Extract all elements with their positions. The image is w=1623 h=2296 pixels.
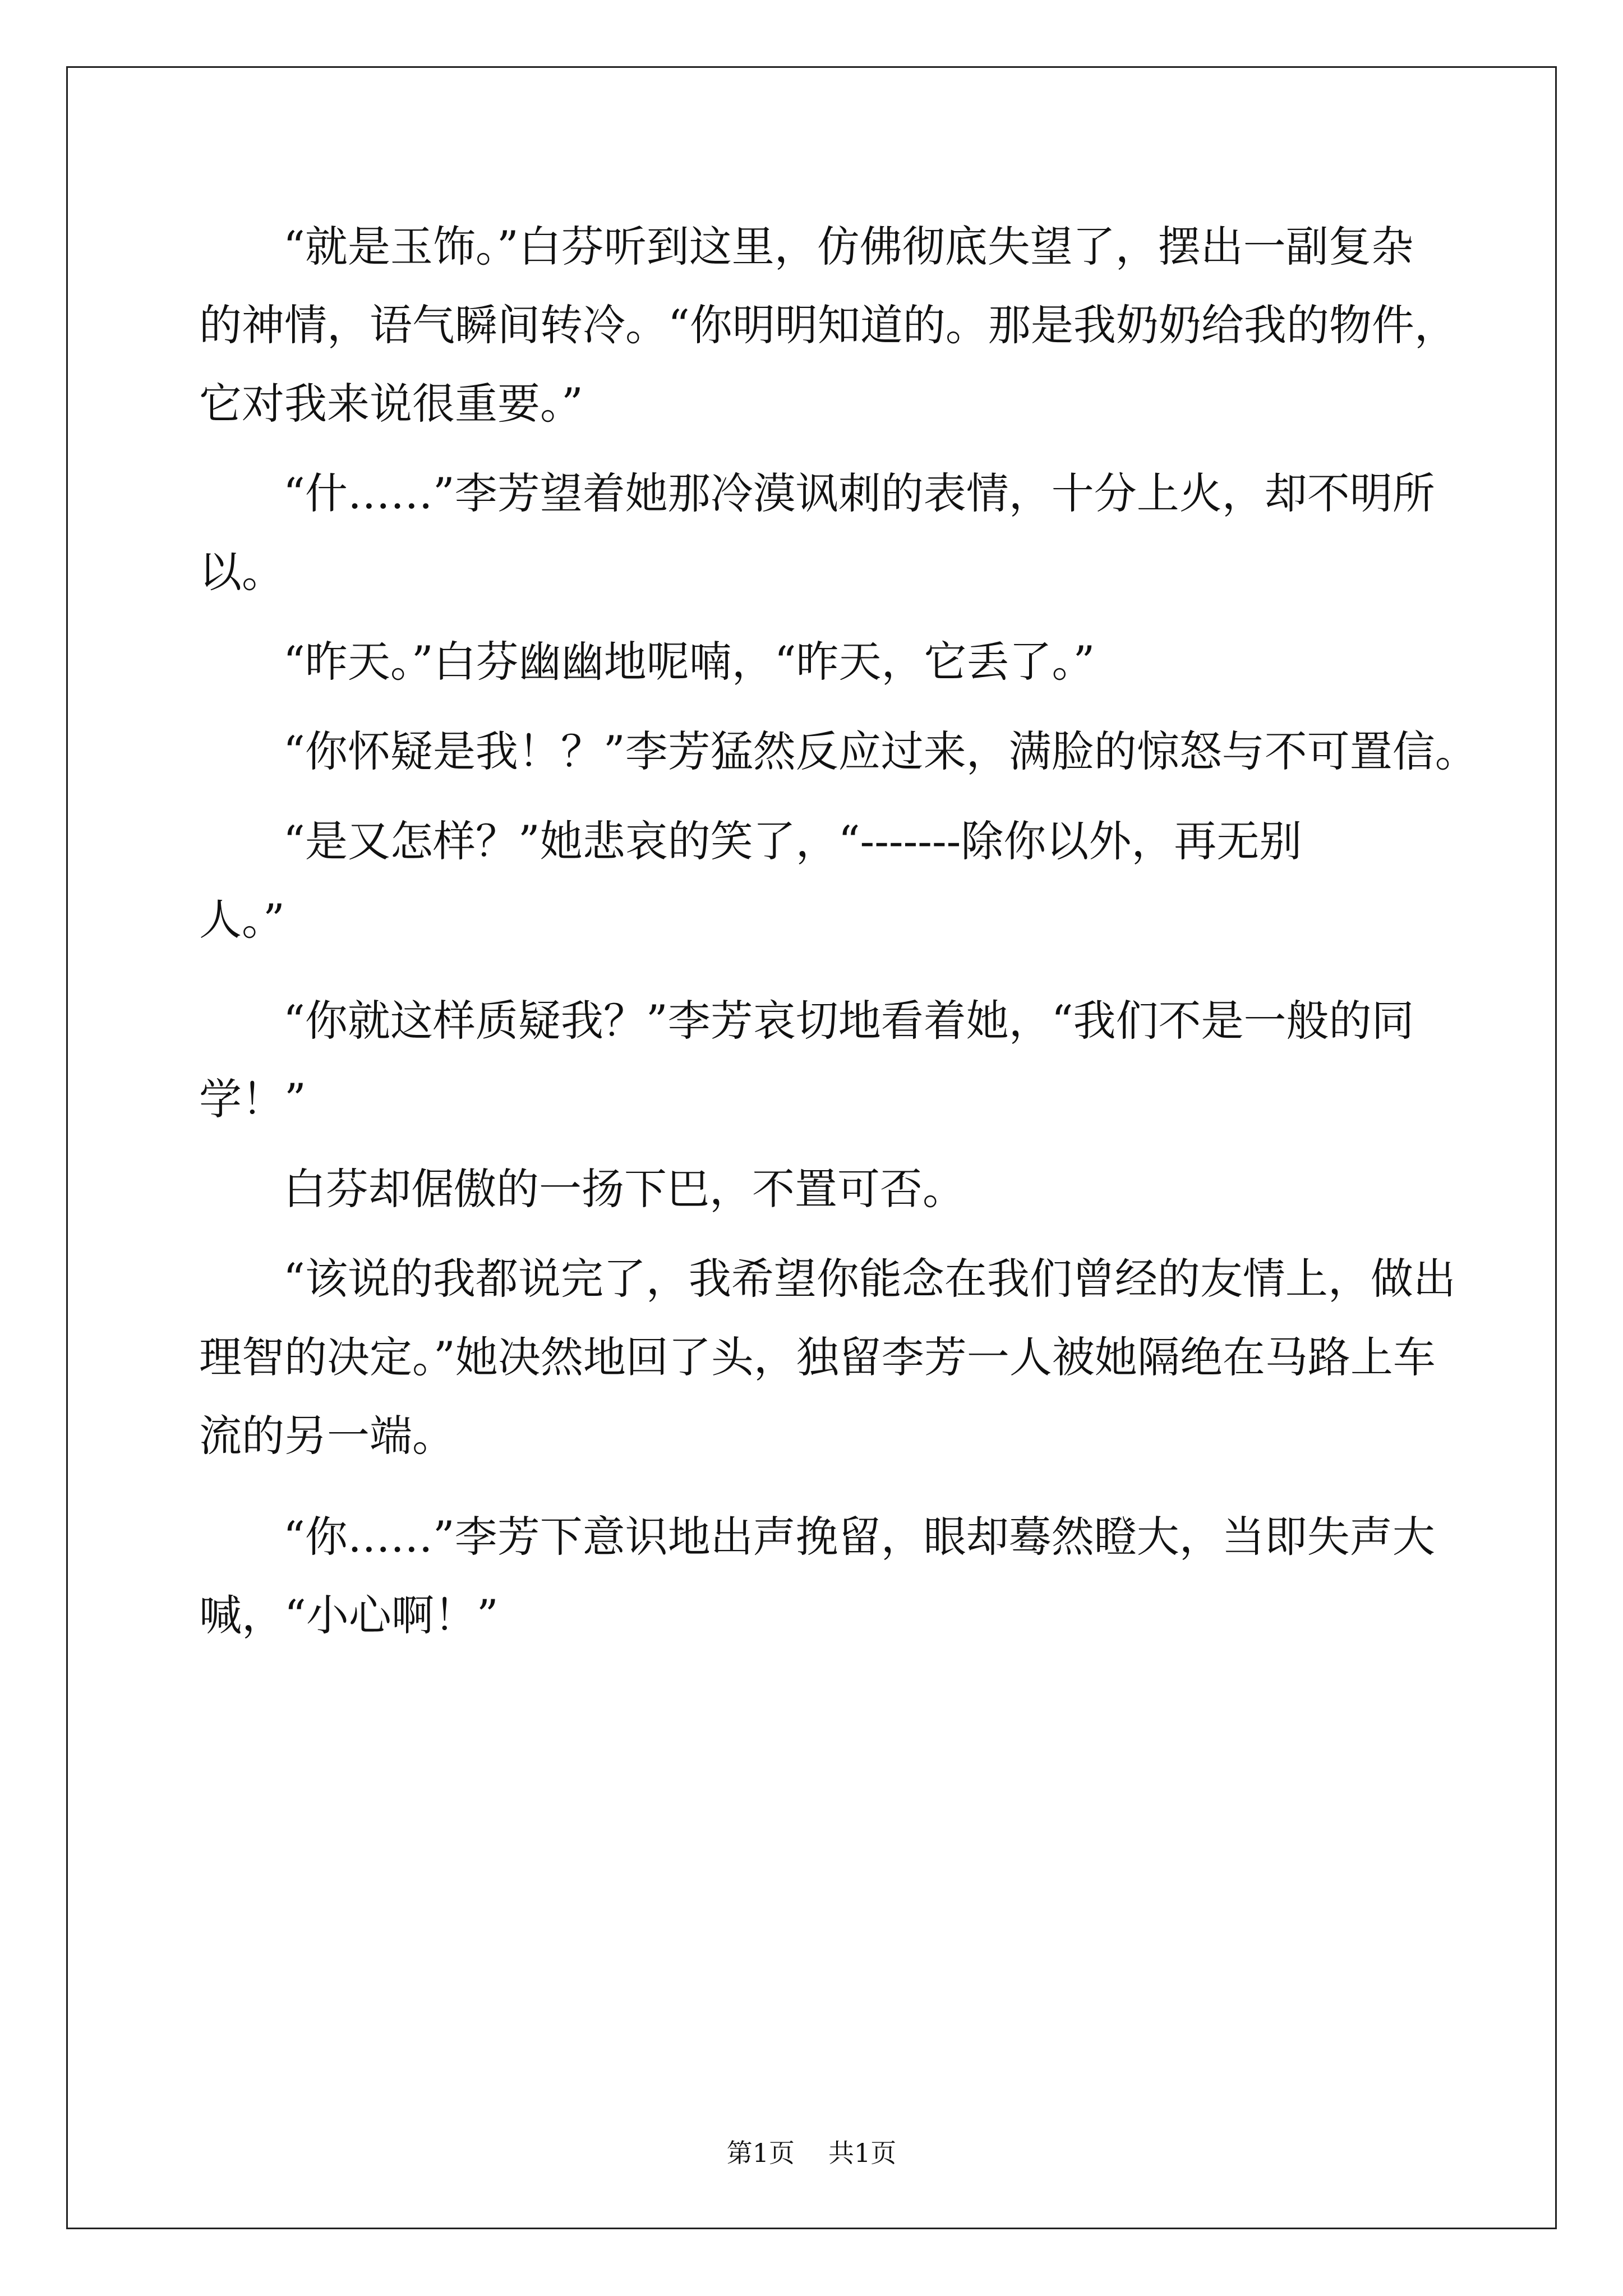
text-line: “是又怎样？”她悲哀的笑了，“-------除你以外，再无别	[283, 816, 1302, 866]
page-number-current: 第1页	[726, 2138, 795, 2168]
text-line: “昨天。”白芬幽幽地呢喃，“昨天，它丢了。”	[283, 637, 1095, 687]
text-line: “你怀疑是我！？”李芳猛然反应过来，满脸的惊怒与不可置信。	[283, 726, 1478, 776]
text-line: 流的另一端。	[199, 1411, 455, 1461]
text-line: 理智的决定。”她决然地回了头，独留李芳一人被她隔绝在马路上车	[199, 1332, 1436, 1382]
text-line: “就是玉饰。”白芬听到这里，仿佛彻底失望了，摆出一副复杂	[283, 222, 1414, 272]
text-line: “该说的我都说完了，我希望你能念在我们曾经的友情上，做出	[283, 1254, 1456, 1304]
text-line: 人。”	[199, 895, 285, 945]
text-line: 以。	[199, 547, 284, 597]
text-line: “你就这样质疑我？”李芳哀切地看着她，“我们不是一般的同	[283, 996, 1414, 1046]
text-line: 学！”	[199, 1074, 306, 1124]
text-line: 喊，“小心啊！”	[199, 1590, 499, 1640]
page-number-total: 共1页	[828, 2138, 897, 2168]
text-line: 白芬却倨傲的一扬下巴，不置可否。	[283, 1164, 965, 1214]
text-line: “你……”李芳下意识地出声挽留，眼却蓦然瞪大，当即失声大	[283, 1512, 1435, 1562]
text-line: “什……”李芳望着她那冷漠讽刺的表情，十分上火，却不明所	[283, 468, 1435, 518]
text-line: 它对我来说很重要。”	[199, 379, 583, 429]
text-line: 的神情，语气瞬间转冷。“你明明知道的。那是我奶奶给我的物件，	[199, 300, 1457, 350]
page-footer	[0, 2136, 1623, 2170]
